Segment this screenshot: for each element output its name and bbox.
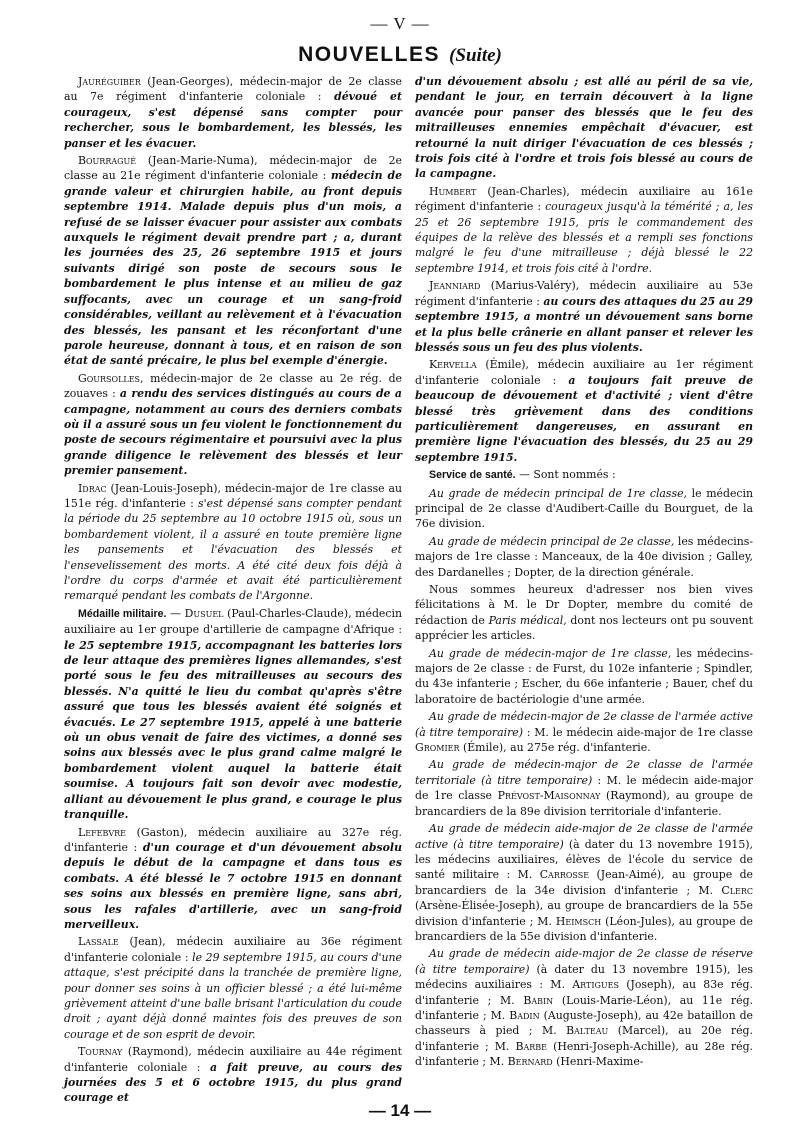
page-number: — 14 —: [368, 1101, 432, 1120]
section-label-medaille: Médaille militaire.: [78, 607, 167, 620]
promotion-text: : M. le médecin aide-major de 1re classe: [522, 725, 753, 739]
dash: —: [166, 606, 185, 620]
congratulations-note: [415, 582, 753, 644]
citation-name: Bourragué: [78, 154, 137, 168]
promotion-text: (Henri-Maxime-: [552, 1055, 644, 1069]
citation-tournay-continued: [415, 74, 753, 182]
promotion-text: : M. le médecin aide-major de 1re classe: [415, 773, 753, 803]
citation-name: Idrac: [78, 481, 107, 495]
citation-head: (Jean-Marie-Numa), médecin-major de 2e classe au 21e régiment d'infanterie coloniale :: [64, 154, 402, 183]
citation-humbert: [415, 184, 753, 276]
citation-name: Jauréguiber: [78, 75, 141, 88]
person-name: Barbe: [515, 1039, 548, 1053]
citation-kervella: [415, 357, 753, 465]
citation-head: , médecin-major de 2e classe au 2e rég. de zouaves :: [64, 371, 402, 401]
service-intro: — Sont nommés :: [515, 468, 616, 482]
grade-label: Au grade de médecin-major de 2e classe de l'armée territoriale (à titre temporaire): [415, 758, 753, 787]
promotion-medecin-major-2-active: [415, 709, 753, 755]
promotion-aide-major-active: [415, 821, 753, 944]
citation-text: d'un courage et d'un dévouement absolu depuis le début de la campagne et dans tous es combats. A été blessé le 7 octobre 1915 en donnant ses soins aux blessés en première ligne, sans abri, sous les rafales d'artillerie, avec un sang-froid merveilleux.: [64, 840, 402, 931]
citation-text: d'un dévouement absolu ; est allé au péril de sa vie, pendant le jour, en terrain découvert à la ligne avancée pour panser des blessés que le feu des mitrailleuses ennemies empêchait d'évacuer, est retourné la nuit diriger l'évacuation de ces blessés ; trois fois cité à l'ordre et trois fois blessé au cours de la campagne.: [415, 75, 753, 181]
section-heading: [0, 43, 800, 67]
citation-head: (Jean), médecin auxiliaire au 36e régiment d'infanterie coloniale :: [64, 935, 402, 964]
citation-head: (Jean-Louis-Joseph), médecin-major de 1re classe au 151e rég. d'infanterie :: [64, 481, 402, 510]
citation-tournay: [64, 1044, 402, 1106]
citation-text: au cours des attaques du 25 au 29 septembre 1915, a montré un dévouement sans borne et la plus belle crânerie en allant panser et relever les blessés sous un feu des plus violents.: [415, 294, 753, 354]
promotion-text: les médecins-majors de 2e classe : de Furst, du 102e infanterie ; Spindler, du 43e infanterie ; Escher, du 66e infanterie ; Bauer, chef du laboratoire de bactériologie d'une armée.: [415, 646, 753, 706]
heading-subtitle: (Suite): [449, 45, 502, 66]
citation-text: le 25 septembre 1915, accompagnant les batteries lors de leur attaque des premières lignes allemandes, s'est porté sous le feu des mitrailleuses au secours des blessés. N'a quitté le lieu du combat qu'après s'être assuré que tous les blessés avaient été soignés et évacués. Le 27 septembre 1915, appelé à une batterie où un obus venait de faire des victimes, a donné ses soins aux blessés avec le plus grand calme malgré le bombardement violent auquel la batterie était soumise. A toujours fait son devoir avec modestie, alliant au dévouement le plus grand, e courage le plus tranquille.: [64, 638, 402, 822]
citation-name: Lassale: [78, 935, 119, 949]
left-column: [64, 74, 402, 1108]
citation-text: courageux jusqu'à la témérité ; a, les 25 et 26 septembre 1915, pris le commandement des équipes de la relève des blessés et a rempli ses fonctions malgré le feu d'une mitrailleuse ; déjà blessé le 22 septembre 1914, et trois fois cité à l'ordre.: [415, 200, 754, 275]
grade-label: Au grade de médecin-major de 2e classe de l'armée active (à titre temporaire): [415, 710, 753, 739]
grade-label: Au grade de médecin principal de 1re classe,: [429, 486, 688, 500]
note-text-2: dont nos lecteurs ont pu souvent apprécier les articles.: [415, 613, 753, 643]
citation-name: Kervella: [429, 358, 477, 372]
citation-text: dévoué et courageux, s'est dépensé sans compter pour rechercher, sous le bombardement, les blessés, les panser et les évacuer.: [64, 90, 402, 150]
person-name: Bernard: [507, 1055, 553, 1069]
citation-goursolles: [64, 371, 402, 479]
citation-head: (Raymond), médecin auxiliaire au 44e régiment d'infanterie coloniale :: [64, 1045, 402, 1074]
journal-name: Paris médical,: [488, 613, 567, 627]
person-name: Babin: [523, 993, 554, 1007]
citation-name: Dusuel: [184, 606, 224, 620]
citation-text: a toujours fait preuve de beaucoup de dévouement et d'activité ; vient d'être blessé très grièvement dans des conditions particulièrement dangereuses, en assurant en première ligne l'évacuation des blessés, du 25 au 29 septembre 1915.: [415, 373, 753, 464]
promotion-text: (Arsène-Élisée-Joseph), au groupe de brancardiers de la 55e division d'infanterie ; M.: [415, 899, 753, 928]
person-name: Balteau: [566, 1024, 609, 1038]
citation-name: Jeanniard: [429, 279, 481, 293]
promotion-text: le médecin principal de 2e classe d'Audibert-Caille du Bourguet, de la 76e division.: [415, 486, 754, 531]
promotion-text: (à dater du 13 novembre 1915), les médecins auxiliaires, élèves de l'école du service de santé militaire : M.: [415, 837, 753, 882]
citation-head: (Jean-Georges), médecin-major de 2e classe au 7e régiment d'infanterie coloniale :: [64, 75, 402, 104]
citation-idrac: [64, 481, 402, 604]
citation-text: le 29 septembre 1915, au cours d'une attaque, s'est précipité dans la tranchée de première ligne, pour donner ses soins à un officier blessé ; a été lui-même grièvement atteint d'une balle brisant l'articulation du coude droit ; ayant déjà donné maintes fois des preuves de son courage et de son esprit de devoir.: [64, 950, 402, 1041]
citation-name: Humbert: [429, 184, 477, 198]
section-label-service: Service de santé.: [429, 469, 516, 482]
person-name: Badin: [509, 1008, 540, 1022]
person-name: Artigues: [572, 978, 619, 992]
promotion-text: (Léon-Jules), au groupe de brancardiers de la 55e division d'infanterie.: [415, 914, 753, 943]
promotion-aide-major-reserve: [415, 946, 753, 1069]
citation-jeanniard: [415, 278, 753, 355]
right-column: [415, 74, 753, 1072]
promotion-medecin-major-2-territoriale: [415, 757, 753, 819]
citation-text: médecin de grande valeur et chirurgien habile, au front depuis septembre 1914. Malade depuis plus d'un mois, a refusé de se laisser évacuer pour assister aux combats auxquels le régiment devait prendre part ; a, durant les journées des 25, 26 septembre 1915 et jours suivants dirigé son poste de secours sous le bombardement le plus intense et au milieu de gaz suffocants, avec un courage et un sang-froid considérables, veillant au relèvement et à l'évacuation des blessés, les pansant et les réconfortant d'une parole heureuse, donnant à tous, et en raison de son état de santé précaire, le plus bel exemple d'énergie.: [64, 169, 402, 368]
person-name: Carrosse: [539, 868, 590, 882]
promotion-text: (Raymond), au groupe de brancardiers de la 89e division territoriale d'infanterie.: [415, 789, 753, 818]
promotion-text: (Émile), au 275e rég. d'infanterie.: [459, 741, 651, 755]
citation-head: (Paul-Charles-Claude), médecin auxiliaire au 1er groupe d'artillerie de campagne d'Afrique :: [64, 606, 402, 637]
promotion-medecin-principal-2: [415, 534, 753, 580]
citation-dusuel: [64, 606, 402, 823]
person-name: Clerc: [721, 883, 753, 897]
citation-lassale: [64, 934, 402, 1042]
citation-head: (Marius-Valéry), médecin auxiliaire au 53e régiment d'infanterie :: [415, 279, 753, 308]
promotion-text: (Auguste-Joseph), au 42e bataillon de chasseurs à pied ; M.: [415, 1008, 754, 1038]
promotion-text: (à dater du 13 novembre 1915), les médecins auxiliaires : M.: [415, 962, 754, 992]
citation-head: (Gaston), médecin auxiliaire au 327e rég. d'infanterie :: [64, 825, 402, 854]
promotion-text: (Joseph), au 83e rég. d'infanterie ; M.: [415, 978, 753, 1007]
citation-name: Goursolles: [78, 371, 141, 385]
citation-text: a fait preuve, au cours des journées des 5 et 6 octobre 1915, du plus grand courage et: [64, 1060, 402, 1105]
citation-lefebvre: [64, 825, 402, 933]
promotion-text: (Louis-Marie-Léon), au 11e rég. d'infanterie ; M.: [415, 993, 754, 1022]
person-name: Heimsch: [555, 914, 602, 928]
grade-label: Au grade de médecin aide-major de 2e classe de l'armée active (à titre temporaire): [415, 822, 753, 851]
promotion-medecin-major-1: [415, 646, 753, 708]
citation-text: s'est dépensé sans compter pendant la période du 25 septembre au 10 octobre 1915 où, sous un bombardement violent, il a assuré en toute première ligne les pansements et l'évacuation des blessés et l'ensevelissement des morts. A été cité deux fois déjà à l'ordre du corps d'armée et avait été particulièrement remarqué pendant les combats de l'Argonne.: [64, 496, 402, 603]
citation-head: (Émile), médecin auxiliaire au 1er régiment d'infanterie coloniale :: [415, 358, 753, 387]
citation-name: Tournay: [78, 1045, 123, 1059]
grade-label: Au grade de médecin principal de 2e classe,: [429, 534, 675, 548]
person-name: Gromier: [415, 741, 460, 755]
folio-roman: — V —: [370, 14, 430, 33]
promotion-text: (Jean-Aimé), au groupe de brancardiers de la 34e division d'infanterie ; M.: [415, 868, 754, 897]
service-de-sante: [415, 467, 753, 483]
citation-bourrague: [64, 153, 402, 369]
note-text-1: Nous sommes heureux d'adresser nos bien vives félicitations à M. le Dr Dopter, membre du comité de rédaction de: [415, 583, 753, 627]
citation-jaureguiber: [64, 74, 402, 151]
promotion-text: (Marcel), au 20e rég. d'infanterie ; M.: [415, 1024, 753, 1053]
promotion-text: les médecins-majors de 1re classe : Manceaux, de la 40e division ; Galley, des Dardanelles ; Dopter, de la direction générale.: [415, 534, 753, 579]
citation-head: (Jean-Charles), médecin auxiliaire au 161e régiment d'infanterie :: [415, 184, 753, 214]
promotion-medecin-principal-1: [415, 486, 753, 532]
person-name: Prévost-Maisonnay: [497, 789, 601, 803]
promotion-text: (Henri-Joseph-Achille), au 28e rég. d'infanterie ; M.: [415, 1039, 754, 1069]
grade-label: Au grade de médecin aide-major de 2e classe de réserve (à titre temporaire): [415, 947, 753, 976]
citation-name: Lefebvre: [78, 825, 126, 839]
heading-title: NOUVELLES: [298, 43, 440, 66]
citation-text: a rendu des services distingués au cours de a campagne, notamment au cours des derniers combats où il a assuré sous un feu violent le fonctionnement du poste de secours régimentaire et poursuivi avec la plus grande diligence le relèvement des blessés et leur premier pansement.: [64, 387, 402, 478]
grade-label: Au grade de médecin-major de 1re classe,: [429, 646, 672, 660]
